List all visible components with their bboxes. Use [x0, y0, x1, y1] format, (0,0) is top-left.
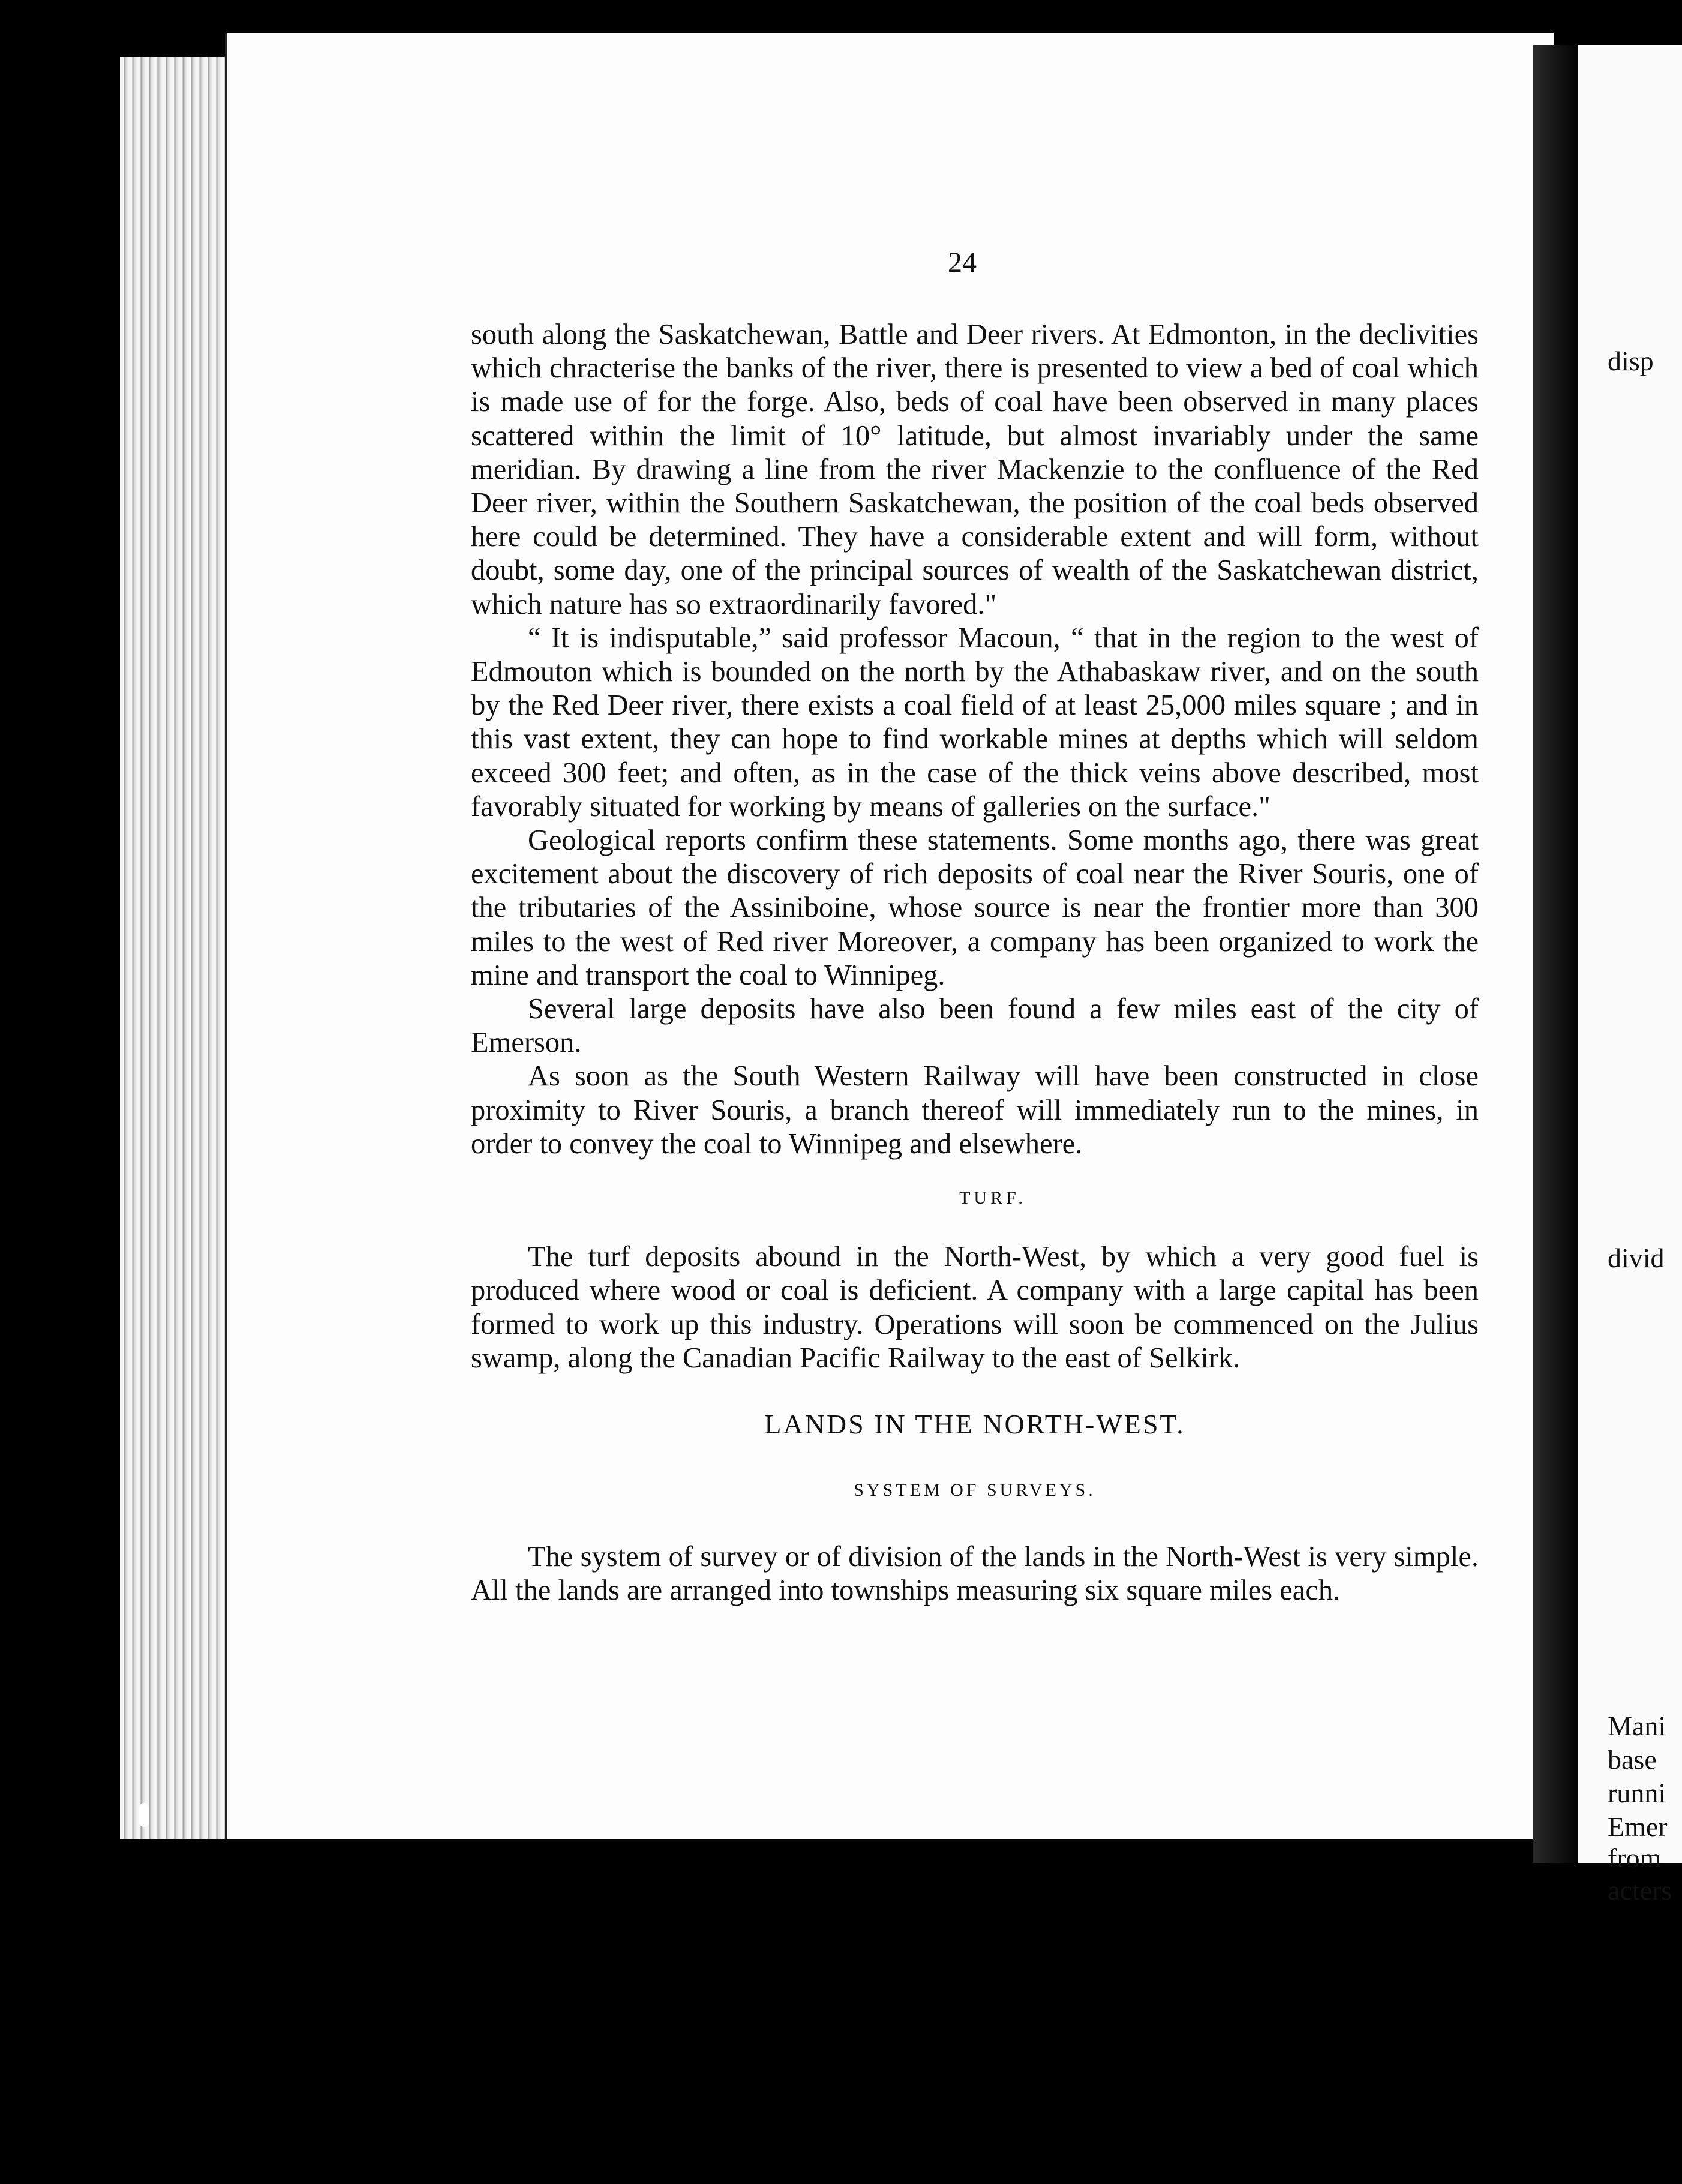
facing-page — [1578, 45, 1682, 1906]
body-paragraph: The turf deposits abound in the North-West, by which a very good fuel is produced where wood or coal is deficient. A company with a large capital has been formed to work up this industry. Operations will soon be commenced on the Julius swamp, along the Canadian Pacific Railway to the east of Selkirk. — [471, 1241, 1479, 1374]
body-paragraph: Geological reports confirm these statements. Some months ago, there was great excitement about the discovery of rich deposits of coal near the River Souris, one of the tributaries of the Assiniboine, whose source is near the frontier more than 300 miles to the west of Red river Moreover, a company has been organized to work the mine and transport the coal to Winnipeg. — [471, 824, 1479, 991]
body-paragraph: The system of survey or of division of the lands in the North-West is very simple. All the lands are arranged into townships measuring six square miles each. — [471, 1540, 1479, 1606]
facing-page-fragment: from — [1608, 1843, 1662, 1873]
body-paragraph: south along the Saskatchewan, Battle and Deer rivers. At Edmonton, in the declivities which chracterise the banks of the river, there is presented to view a bed of coal which is made use of for the forge. Also, beds of coal have been observed in many places scattered within the limit of 10° latitude, but almost invariably under the same meridian. By drawing a line from the river Mackenzie to the confluence of the Red Deer river, within the Southern Saskatchewan, the position of the coal beds observed here could be determined. They have a considerable extent and will form, without doubt, some day, one of the principal sources of wealth of the Saskatchewan district, which nature has so extraordinarily favored." — [471, 319, 1479, 620]
facing-page-fragment: disp — [1608, 346, 1654, 376]
facing-page-fragment: divid — [1608, 1243, 1665, 1273]
facing-page-fragment: Emer — [1608, 1811, 1668, 1842]
section-heading-turf: TURF. — [959, 1188, 1026, 1208]
body-paragraph: As soon as the South Western Railway will have been constructed in close proximity to River Souris, a branch thereof will immediately run to the mines, in order to convey the coal to Winnipeg and elsewhere. — [471, 1060, 1479, 1160]
body-paragraph: Several large deposits have also been found a few miles east of the city of Emerson. — [471, 993, 1479, 1059]
section-heading-surveys: SYSTEM OF SURVEYS. — [854, 1480, 1096, 1501]
page-number: 24 — [948, 247, 977, 278]
facing-page-fragment: Mani — [1608, 1711, 1666, 1741]
body-paragraph: “ It is indisputable,” said professor Macoun, “ that in the region to the west of Edmouton which is bounded on the north by the Athabaskaw river, and on the south by the Red Deer river, there exists a coal field of at least 25,000 miles square ; and in this vast extent, they can hope to find workable mines at depths which will seldom exceed 300 feet; and often, as in the case of the thick veins above described, most favorably situated for working by means of galleries on the surface." — [471, 622, 1479, 823]
book-gutter — [1533, 45, 1581, 1863]
chapter-heading: LANDS IN THE NORTH-WEST. — [764, 1409, 1185, 1440]
facing-page-fragment: acters — [1608, 1875, 1672, 1906]
scan-artifact — [139, 1803, 149, 1827]
facing-page-fragment: runni — [1608, 1778, 1666, 1808]
facing-page-fragment: base — [1608, 1744, 1657, 1775]
page-body — [471, 318, 1479, 1607]
